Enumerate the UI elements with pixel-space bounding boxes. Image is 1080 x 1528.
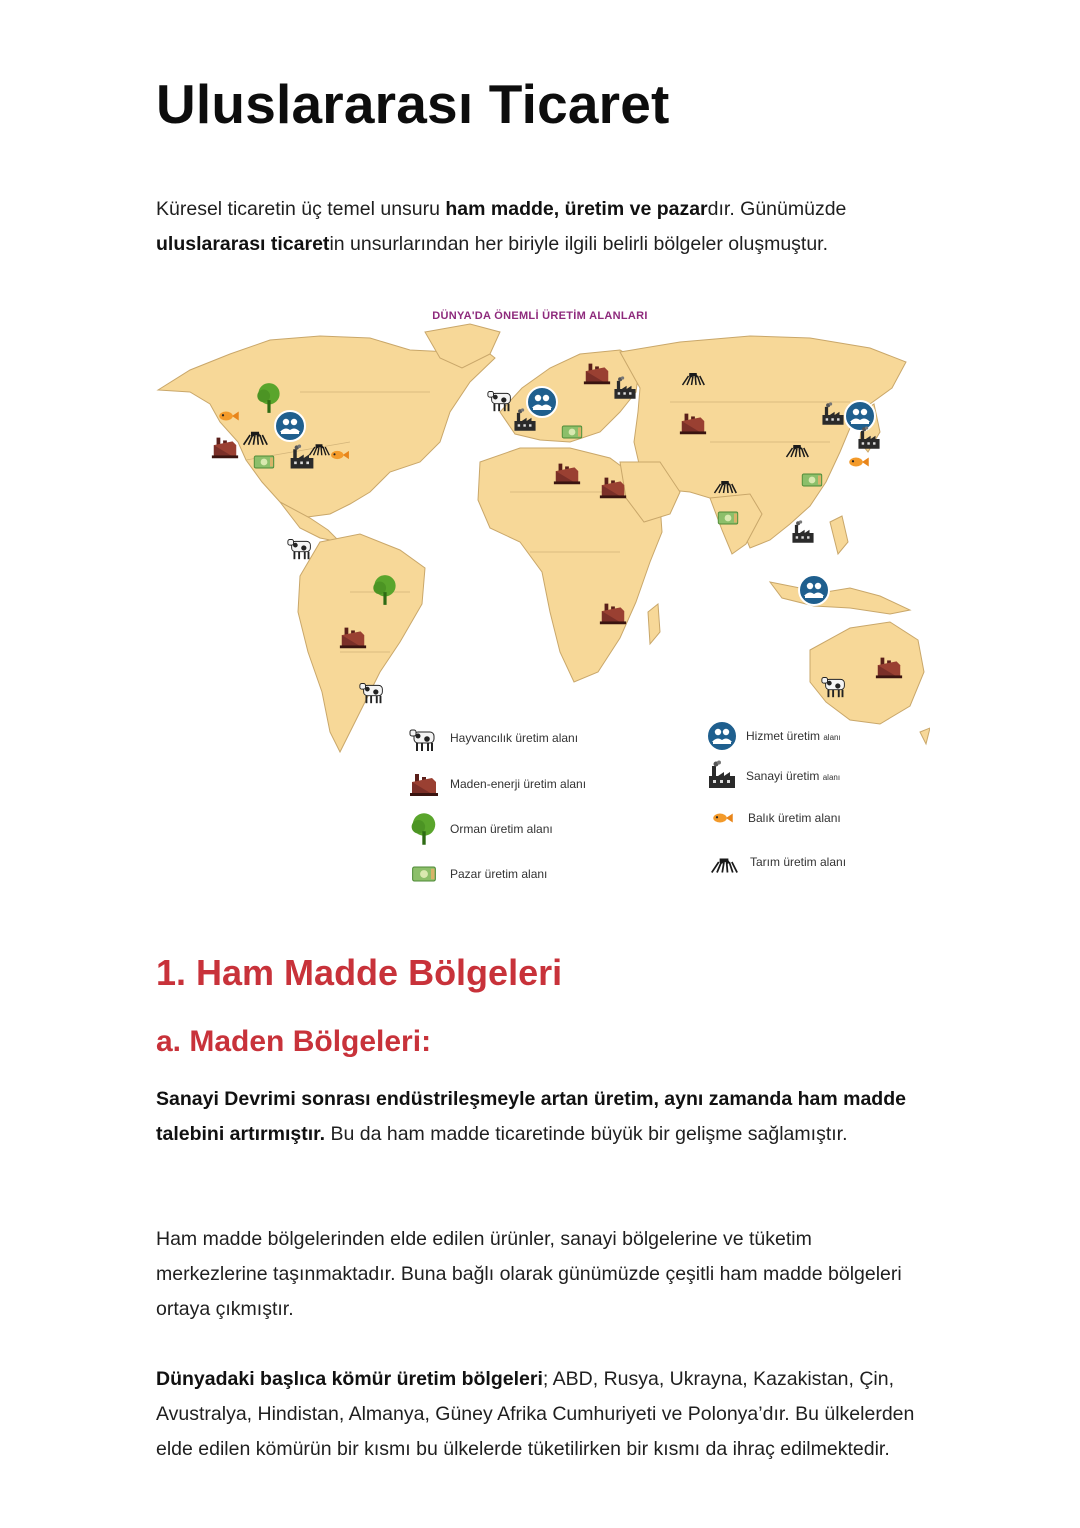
farming-icon — [678, 364, 708, 388]
market-icon — [794, 468, 830, 492]
mining-icon — [598, 598, 628, 628]
legend-mining: Maden-enerji üretim alanı — [406, 768, 586, 800]
new-zealand-landmass — [920, 728, 930, 744]
mining-icon — [874, 652, 904, 682]
mining-icon — [678, 408, 708, 438]
industry-icon — [856, 426, 882, 452]
legend-forest: Orman üretim alanı — [406, 810, 553, 848]
mining-icon — [338, 622, 368, 652]
subsection-heading-maden: a. Maden Bölgeleri: — [156, 1025, 432, 1058]
industry-icon — [512, 408, 538, 434]
livestock-icon — [406, 722, 442, 754]
service-icon — [798, 574, 830, 606]
legend-fishing: Balık üretim alanı — [706, 806, 841, 830]
philippines-landmass — [830, 516, 848, 554]
maden-paragraph-1: Sanayi Devrimi sonrası endüstrileşmeyle artan üretim, aynı zamanda ham madde talebini artırmıştır. Bu da ham madde ticaretinde büyük bir gelişme sağlamıştır. — [156, 1088, 906, 1145]
farming-icon — [706, 848, 742, 876]
fish-icon — [844, 450, 874, 474]
legend-market: Pazar üretim alanı — [406, 860, 547, 888]
fish-icon — [706, 806, 740, 830]
map-title: DÜNYA'DA ÖNEMLİ ÜRETİM ALANLARI — [432, 310, 648, 322]
industry-icon — [706, 760, 738, 792]
legend-livestock: Hayvancılık üretim alanı — [406, 722, 578, 754]
farming-icon — [240, 422, 270, 448]
industry-icon — [790, 520, 816, 546]
service-icon — [274, 410, 306, 442]
market-icon — [406, 860, 442, 888]
intro-paragraph: Küresel ticaretin üç temel unsuru ham madde, üretim ve pazardır. Günümüzde uluslararası ticaretin unsurlarından her biriyle ilgili belirli bölgeler oluşmuştur. — [156, 198, 847, 255]
maden-paragraph-2: Ham madde bölgelerinden elde edilen ürünler, sanayi bölgelerine ve tüketim merkezlerine taşınmaktadır. Buna bağlı olarak günümüzde çeşitli ham madde bölgeleri ortaya çıkmıştır. — [156, 1228, 902, 1320]
livestock-icon — [818, 670, 852, 700]
mining-icon — [582, 358, 612, 388]
legend-service: Hizmet üretim alanı — [706, 720, 841, 752]
service-icon — [706, 720, 738, 752]
mining-icon — [552, 458, 582, 488]
farming-icon — [710, 472, 740, 496]
page-title: Uluslararası Ticaret — [156, 73, 670, 135]
legend-farming: Tarım üretim alanı — [706, 848, 846, 876]
farming-icon — [782, 436, 812, 460]
mining-icon — [210, 432, 240, 462]
market-icon — [554, 420, 590, 444]
indonesia-landmass — [770, 582, 910, 614]
fish-icon — [326, 444, 354, 466]
madagascar-landmass — [648, 604, 660, 644]
maden-paragraph-3: Dünyadaki başlıca kömür üretim bölgeleri; ABD, Rusya, Ukrayna, Kazakistan, Çin, Avustralya, Hindistan, Almanya, Güney Afrika Cumhuriyeti ve Polonya’dır. Bu ülkelerden elde edilen kömürün bir kısmı bu ülkelerde tüketilirken bir kısmı da ihraç edilmektedir. — [156, 1368, 915, 1460]
industry-icon — [820, 402, 846, 428]
industry-icon — [612, 376, 638, 402]
mining-icon — [598, 472, 628, 502]
world-production-map — [150, 292, 930, 892]
market-icon — [246, 450, 282, 474]
forest-icon — [368, 572, 402, 608]
forest-icon — [406, 810, 442, 848]
legend-industry: Sanayi üretim alanı — [706, 760, 840, 792]
mining-icon — [406, 768, 442, 800]
market-icon — [710, 506, 746, 530]
livestock-icon — [356, 676, 390, 706]
north-america-landmass — [158, 336, 495, 518]
section-heading-ham-madde: 1. Ham Madde Bölgeleri — [156, 952, 563, 993]
livestock-icon — [284, 532, 318, 562]
